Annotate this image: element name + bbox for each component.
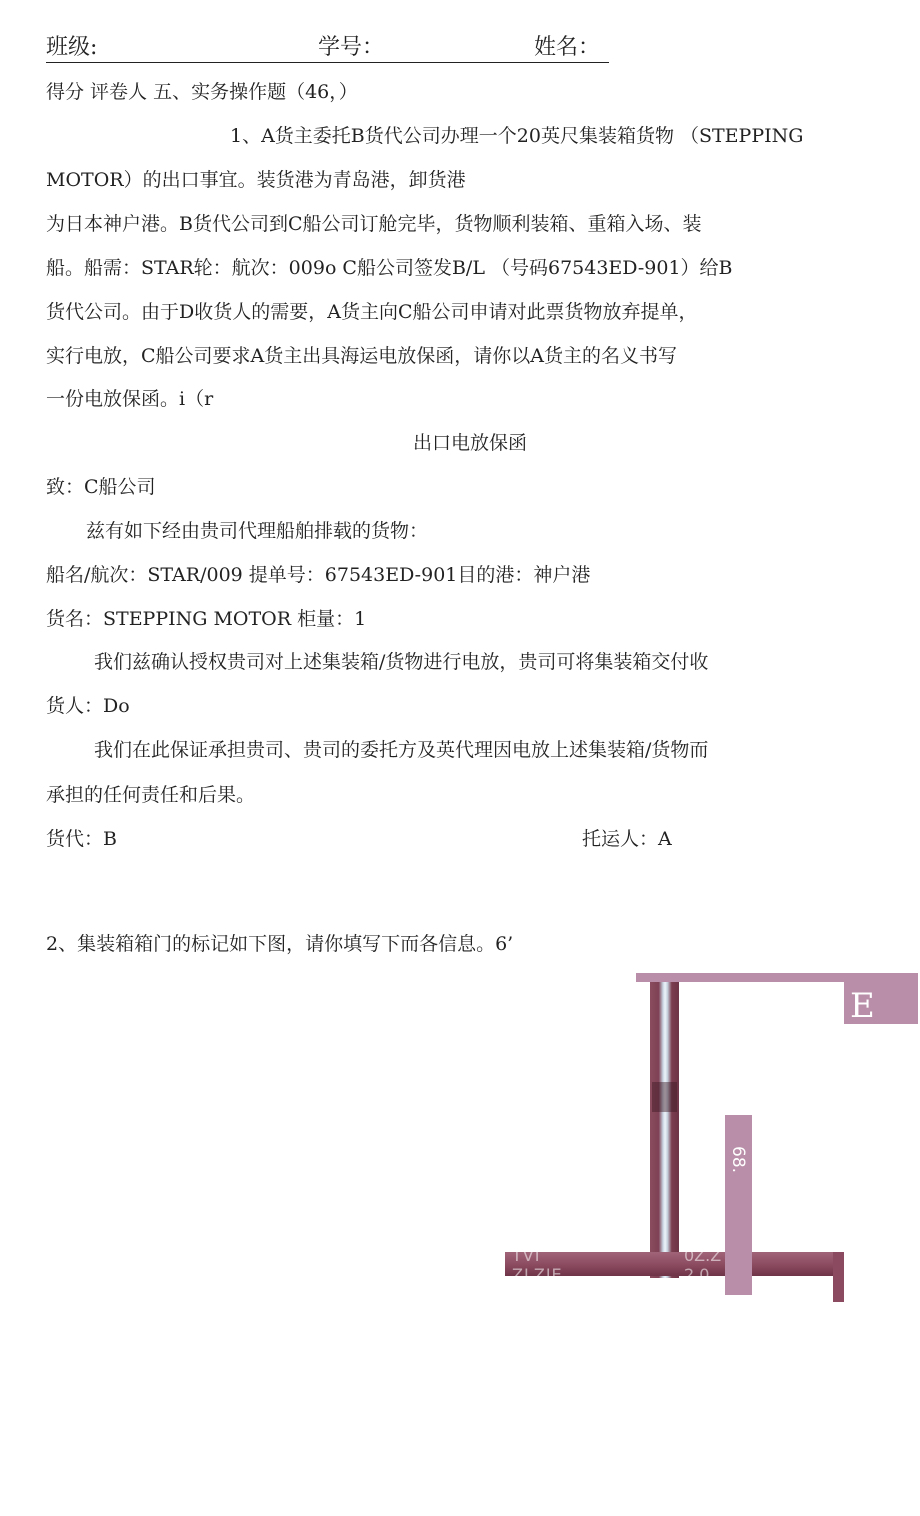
rail-marking-right: 0Z.Z 2.0: [684, 1246, 722, 1284]
letter-intro: 兹有如下经由贵司代理船舶排载的货物：: [86, 520, 429, 542]
name-label: 姓名：: [534, 35, 601, 60]
letter-forwarder: 货代：B: [46, 828, 117, 850]
letter-para2-a: 我们在此保证承担贵司、贵司的委托方及英代理因电放上述集装箱/货物而: [94, 739, 709, 761]
student-info-header: [46, 34, 646, 68]
photo-vertical-tag: [725, 1115, 752, 1295]
q1-line-1: 1、A货主委托B货代公司办理一个20英尺集装箱货物 （STEPPING: [230, 125, 804, 147]
class-label: 班级:: [46, 35, 98, 60]
q1-line-2: MOTOR）的出口事宜。装货港为青岛港，卸货港: [46, 169, 466, 191]
q1-line-5: 货代公司。由于D收货人的需要，A货主向C船公司申请对此票货物放弃提单，: [46, 301, 698, 323]
door-right-post: [833, 1252, 844, 1302]
section-title: 得分 评卷人 五、实务操作题（46，）: [46, 81, 358, 103]
door-locking-rod: [650, 982, 679, 1278]
header-underline: [46, 62, 609, 63]
letter-para2-b: 承担的任何责任和后果。: [46, 784, 256, 806]
photo-corner-letter: E: [844, 973, 918, 1024]
q1-line-3: 为日本神户港。B货代公司到C船公司订舱完毕，货物顺利装箱、重箱入场、装: [46, 213, 702, 235]
id-label: 学号：: [318, 35, 385, 60]
rail-marking-left: TVI ZLZIE: [512, 1246, 563, 1284]
letter-goods-line: 货名：STEPPING MOTOR 柜量：1: [46, 608, 367, 630]
q1-line-6: 实行电放，C船公司要求A货主出具海运电放保函，请你以A货主的名义书写: [46, 345, 677, 367]
letter-vessel-line: 船名/航次：STAR/009 提单号：67543ED-901目的港：神户港: [46, 564, 591, 586]
letter-title: 出口电放保函: [412, 432, 527, 454]
q1-line-4: 船。船需：STAR轮：航次：009o C船公司签发B/L （号码67543ED-901）给B: [46, 257, 733, 279]
q2-text: 2、集装箱箱门的标记如下图，请你填写下而各信息。6’: [46, 933, 514, 955]
letter-para1-a: 我们兹确认授权贵司对上述集装箱/货物进行电放，贵司可将集装箱交付收: [94, 651, 709, 673]
letter-to: 致：C船公司: [46, 476, 156, 498]
rod-bracket: [652, 1082, 677, 1112]
tag-text: 68.: [728, 1146, 748, 1174]
letter-shipper: 托运人：A: [582, 828, 672, 850]
letter-para1-b: 货人：Do: [46, 695, 130, 717]
q1-line-7: 一份电放保函。i（r: [46, 388, 214, 410]
